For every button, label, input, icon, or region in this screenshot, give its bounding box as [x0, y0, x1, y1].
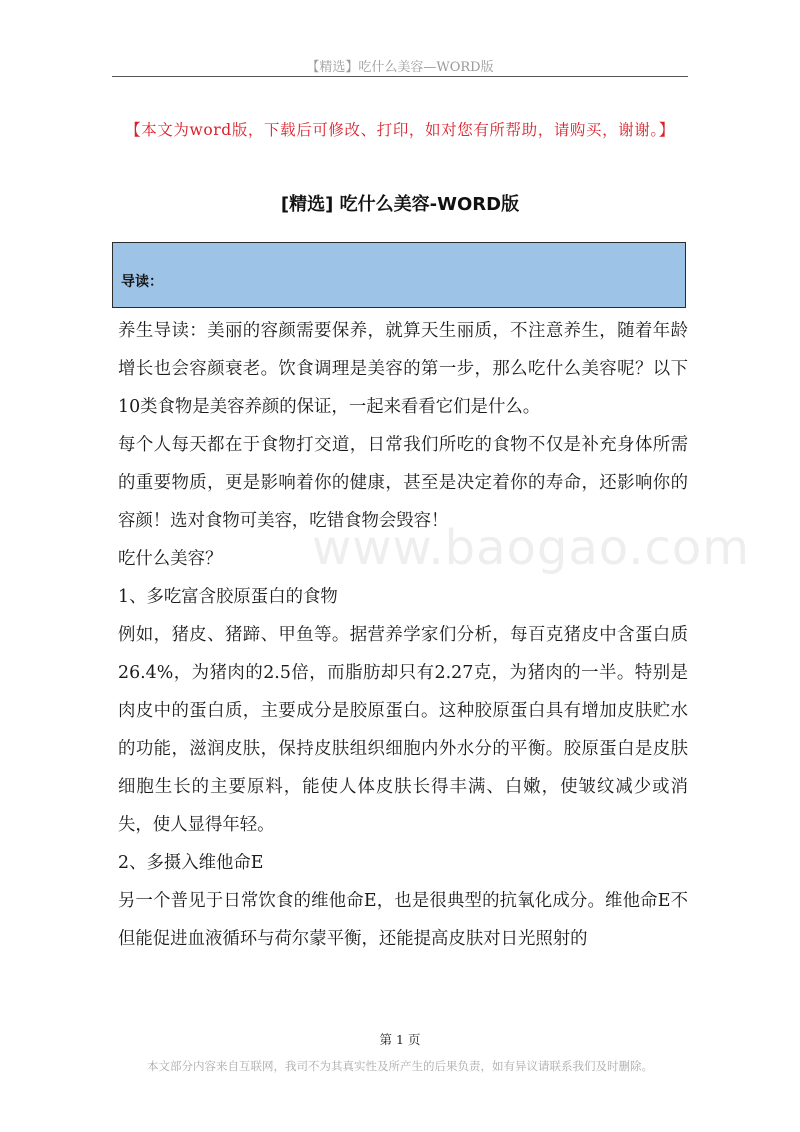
watermark: www.baogao.com [312, 520, 751, 576]
guide-box [112, 242, 686, 308]
paragraph-collagen: 例如，猪皮、猪蹄、甲鱼等。据营养学家们分析，每百克猪皮中含蛋白质26.4%，为猪肉的2.5倍，而脂肪却只有2.27克，为猪肉的一半。特别是肉皮中的蛋白质，主要成分是胶原蛋白。这种胶原蛋白具有增加皮肤贮水的功能，滋润皮肤，保持皮肤组织细胞内外水分的平衡。胶原蛋白是皮肤细胞生长的主要原料，能使人体皮肤长得丰满、白嫩，使皱纹减少或消失，使人显得年轻。 [118, 625, 688, 835]
purchase-notice: 【本文为word版，下载后可修改、打印，如对您有所帮助，请购买，谢谢。】 [125, 121, 675, 139]
section-heading-collagen: 1、多吃富含胶原蛋白的食物 [118, 587, 338, 607]
document-title: [精选] 吃什么美容-WORD版 [280, 194, 520, 215]
section-heading-vitamin-e: 2、多摄入维他命E [118, 853, 264, 873]
guide-label: 导读： [121, 274, 163, 290]
paragraph-intro: 养生导读：美丽的容颜需要保养，就算天生丽质，不注意养生，随着年龄增长也会容颜衰老。饮食调理是美容的第一步，那么吃什么美容呢？以下10类食物是美容养颜的保证，一起来看看它们是什么。 [118, 321, 688, 417]
paragraph-daily-food: 每个人每天都在于食物打交道，日常我们所吃的食物不仅是补充身体所需的重要物质，更是影响着你的健康，甚至是决定着你的寿命，还影响你的容颜！选对食物可美容，吃错食物会毁容！ [118, 435, 688, 531]
article-body [118, 312, 688, 958]
paragraph-question: 吃什么美容？ [118, 549, 223, 569]
page-number: 第 1 页 [379, 1032, 421, 1047]
paragraph-vitamin-e: 另一个普见于日常饮食的维他命E，也是很典型的抗氧化成分。维他命E不但能促进血液循环与荷尔蒙平衡，还能提高皮肤对日光照射的 [118, 891, 688, 949]
footer-disclaimer: 本文部分内容来自互联网，我司不为其真实性及所产生的后果负责，如有异议请联系我们及时删除。 [147, 1059, 653, 1073]
running-header: 【精选】吃什么美容—WORD版 [306, 60, 494, 75]
header-divider [112, 76, 688, 77]
